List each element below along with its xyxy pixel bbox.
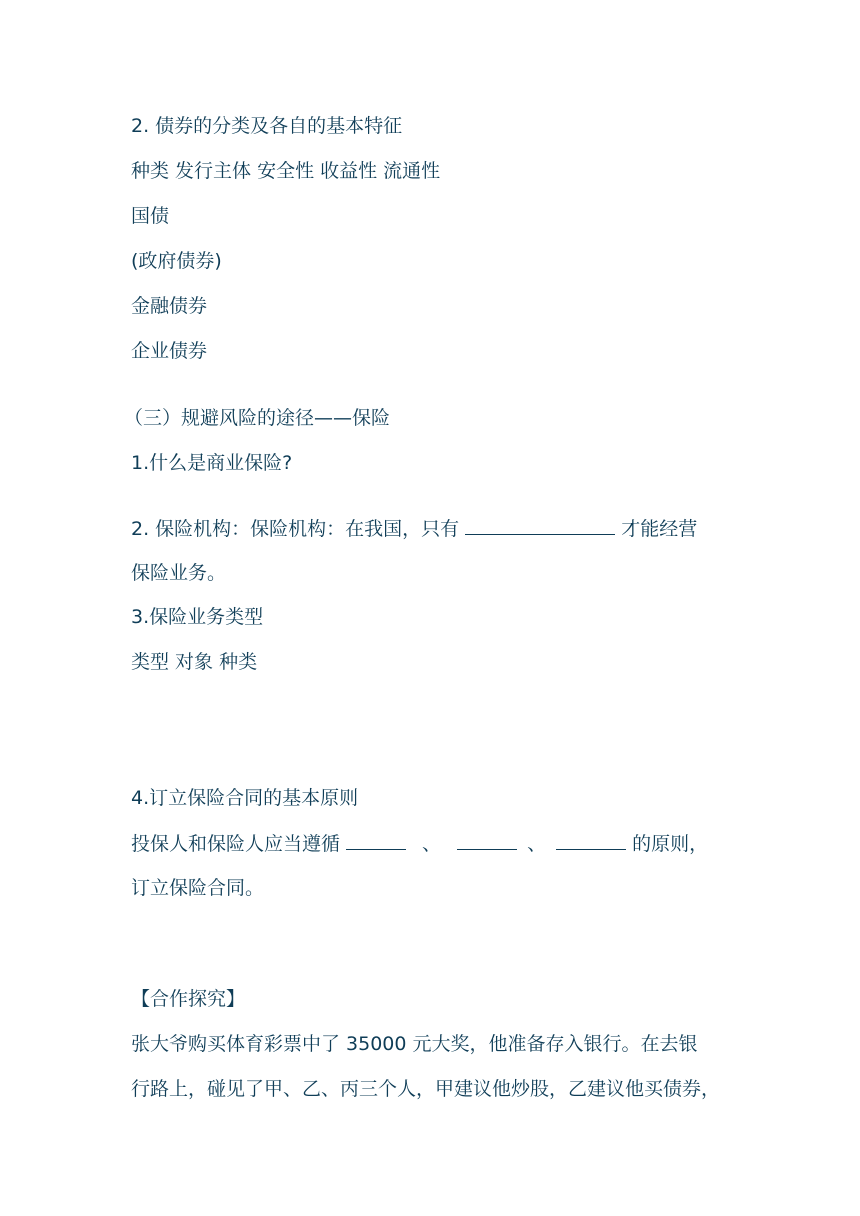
- bond-row-corporate: 企业债券: [131, 340, 208, 362]
- fill-blank-principle-2[interactable]: [457, 831, 517, 850]
- case-paragraph-line-1: 张大爷购买体育彩票中了 35000 元大奖，他准备存入银行。在去银: [131, 1033, 698, 1055]
- case-paragraph-line-2: 行路上，碰见了甲、乙、丙三个人，甲建议他炒股，乙建议他买债券，: [131, 1078, 721, 1100]
- insurance-types-header: 类型 对象 种类: [131, 651, 258, 673]
- question-insurance-types: 3.保险业务类型: [131, 606, 264, 628]
- question-commercial-insurance: 1.什么是商业保险?: [131, 452, 293, 474]
- bond-table-header: 种类 发行主体 安全性 收益性 流通性: [131, 160, 441, 182]
- q4-suffix-text: 的原则，: [626, 833, 709, 855]
- bond-classification-heading: 2. 债券的分类及各自的基本特征: [131, 115, 403, 137]
- fill-blank-principle-3[interactable]: [556, 831, 626, 850]
- q2-continuation: 保险业务。: [131, 562, 227, 584]
- fill-blank-principle-1[interactable]: [346, 831, 406, 850]
- bond-row-government: (政府债券): [131, 250, 222, 272]
- q2-prefix-text: 2. 保险机构：保险机构：在我国，只有: [131, 518, 466, 540]
- insurance-section-title: （三）规避风险的途径——保险: [124, 407, 391, 429]
- separator-2: 、: [527, 833, 547, 855]
- fill-blank-institution[interactable]: [465, 516, 615, 535]
- contract-principles-continuation: 订立保险合同。: [131, 877, 265, 899]
- q2-suffix-text: 才能经营: [615, 518, 698, 540]
- contract-principles-sentence: [131, 831, 708, 856]
- question-insurance-institution: [131, 516, 697, 541]
- separator-1: 、: [422, 833, 442, 855]
- q4-prefix-text: 投保人和保险人应当遵循: [131, 833, 347, 855]
- bond-row-guozhai: 国债: [131, 205, 170, 227]
- question-contract-principles: 4.订立保险合同的基本原则: [131, 787, 359, 809]
- cooperation-inquiry-title: 【合作探究】: [131, 988, 246, 1010]
- bond-row-financial: 金融债券: [131, 295, 208, 317]
